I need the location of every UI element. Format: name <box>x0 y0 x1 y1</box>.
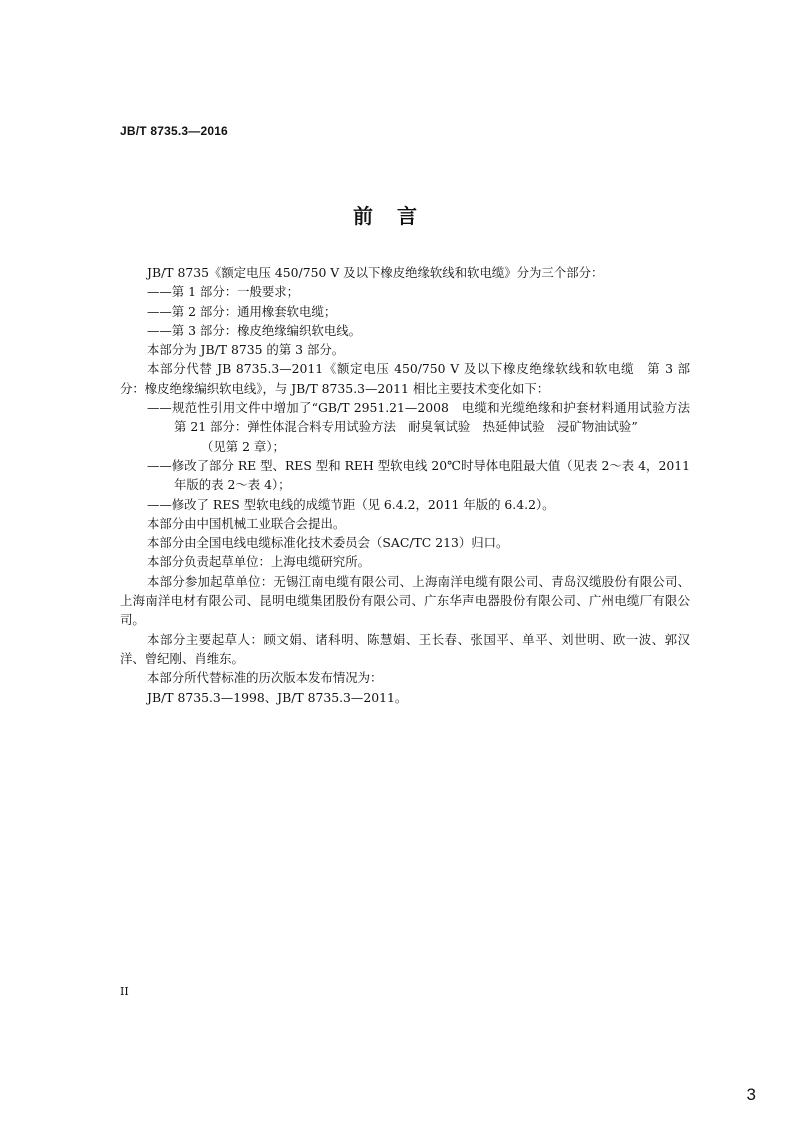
change-3-text: ——修改了 RES 型软电线的成缆节距（见 6.4.2，2011 年版的 6.4.2）。 <box>147 496 555 512</box>
history-versions: JB/T 8735.3—1998、JB/T 8735.3—2011。 <box>147 689 408 705</box>
lead-drafter-paragraph: 本部分负责起草单位：上海电缆研究所。 <box>147 554 371 570</box>
part-list-item <box>120 321 690 340</box>
part-list-item <box>120 282 690 301</box>
history-paragraph: 本部分所代替标准的历次版本发布情况为： <box>147 670 383 686</box>
roman-page-number: II <box>120 985 129 998</box>
part-1-text: ——第 1 部分：一般要求； <box>147 284 300 300</box>
change-list-item <box>120 456 690 495</box>
change-1-ref: （见第 2 章）； <box>201 438 285 454</box>
proposer-paragraph: 本部分由中国机械工业联合会提出。 <box>147 515 346 531</box>
part-3-text: ——第 3 部分：橡皮绝缘编织软电线。 <box>147 322 362 338</box>
change-2-text: ——修改了部分 RE 型、RES 型和 REH 型软电线 20℃时导体电阻最大值（见表 2～表 4，2011 年版的表 2～表 4）； <box>147 457 690 493</box>
change-1-text: ——规范性引用文件中增加了“GB/T 2951.21—2008 电缆和光缆绝缘和护套材料通用试验方法 第 21 部分：弹性体混合料专用试验方法 耐臭氧试验 热延伸试验 浸矿物油试验” <box>147 400 703 435</box>
intro-paragraph: JB/T 8735《额定电压 450/750 V 及以下橡皮绝缘软线和软电缆》分为三个部分： <box>147 265 604 280</box>
replacement-paragraph: 本部分代替 JB 8735.3—2011《额定电压 450/750 V 及以下橡皮绝缘软线和软电缆 第 3 部分：橡皮绝缘编织软电线》，与 JB/T 8735.3—2011 相比主要技术变化如下： <box>120 361 690 396</box>
change-list-item <box>120 398 703 456</box>
drafters-paragraph: 本部分主要起草人：顾文娟、诸科明、陈慧娟、王长春、张国平、单平、刘世明、欧一波、郭汉洋、曾纪刚、肖维东。 <box>120 631 690 666</box>
participants-paragraph: 本部分参加起草单位：无锡江南电缆有限公司、上海南洋电缆有限公司、青岛汉缆股份有限公司、上海南洋电材有限公司、昆明电缆集团股份有限公司、广东华声电器股份有限公司、广州电缆厂有限公司。 <box>120 573 690 628</box>
standard-id: JB/T 8735.3—2016 <box>120 124 228 138</box>
document-body <box>120 263 703 707</box>
scope-paragraph: 本部分为 JB/T 8735 的第 3 部分。 <box>147 342 345 358</box>
committee-paragraph: 本部分由全国电线电缆标准化技术委员会（SAC/TC 213）归口。 <box>147 535 509 551</box>
page-title: 前言 <box>353 204 441 228</box>
page-number: 3 <box>746 1085 756 1104</box>
part-list-item <box>120 302 690 321</box>
change-list-item <box>120 495 690 514</box>
part-2-text: ——第 2 部分：通用橡套软电缆； <box>147 303 337 319</box>
